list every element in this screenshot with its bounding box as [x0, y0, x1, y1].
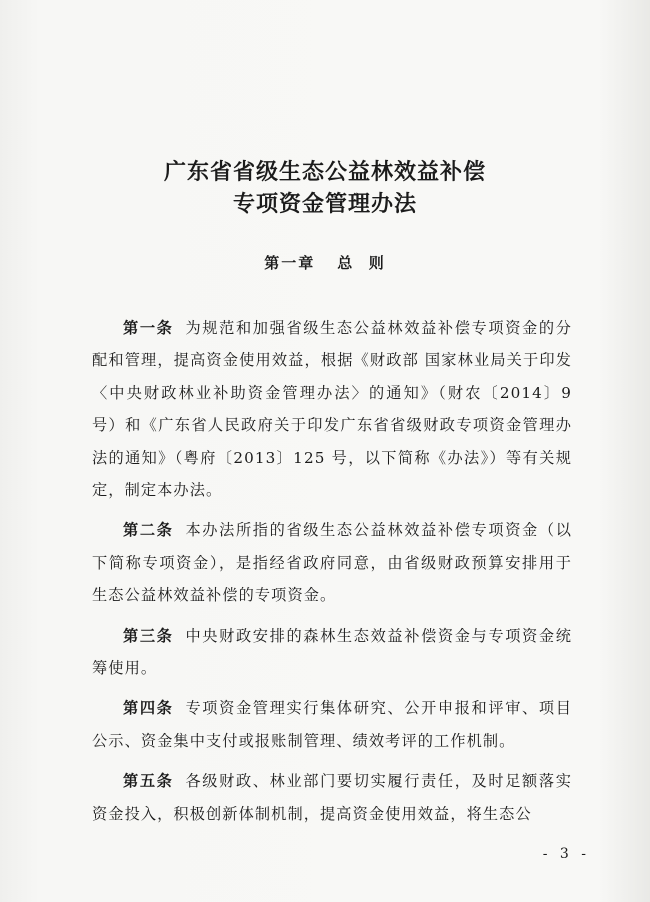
- article-label: 第二条: [123, 521, 174, 540]
- article-text: 为规范和加强省级生态公益林效益补偿专项资金的分配和管理，提高资金使用效益，根据《财政部 国家林业局关于印发〈中央财政林业补助资金管理办法〉的通知》（财农〔2014〕9 号）和《广东省人民政府关于印发广东省省级财政专项资金管理办法的通知》（粤府〔2013〕125 号，以下简称《办法》）等有关规定，制定本办法。: [92, 319, 572, 500]
- article-text: 本办法所指的省级生态公益林效益补偿专项资金（以下简称专项资金），是指经省政府同意，由省级财政预算安排用于生态公益林效益补偿的专项资金。: [92, 521, 572, 605]
- document-title-line-2: 专项资金管理办法: [232, 191, 417, 217]
- article-label: 第五条: [123, 772, 174, 791]
- chapter-heading: [0, 252, 650, 273]
- article-label: 第四条: [123, 699, 174, 718]
- page-number: - 3 -: [542, 846, 590, 862]
- chapter-number: 第一章: [264, 254, 316, 272]
- show-through-text: [95, 108, 565, 148]
- document-body: [92, 312, 572, 838]
- article-label: 第一条: [123, 319, 174, 337]
- article-label: 第三条: [123, 626, 174, 645]
- chapter-name: 总 则: [337, 254, 386, 272]
- article-text: 专项资金管理实行集体研究、公开申报和评审、项目公示、资金集中支付或报账制管理、绩效考评的工作机制。: [92, 699, 572, 750]
- article-text: 各级财政、林业部门要切实履行责任，及时足额落实资金投入，积极创新体制机制，提高资金使用效益，将生态公: [92, 772, 572, 823]
- article-1: [92, 312, 572, 506]
- article-4: [92, 692, 572, 757]
- article-2: [92, 514, 572, 611]
- article-text: 中央财政安排的森林生态效益补偿资金与专项资金统筹使用。: [92, 626, 572, 678]
- document-title-line-1: 广东省省级生态公益林效益补偿: [163, 159, 486, 185]
- article-5: [92, 765, 572, 830]
- article-3: [92, 620, 572, 685]
